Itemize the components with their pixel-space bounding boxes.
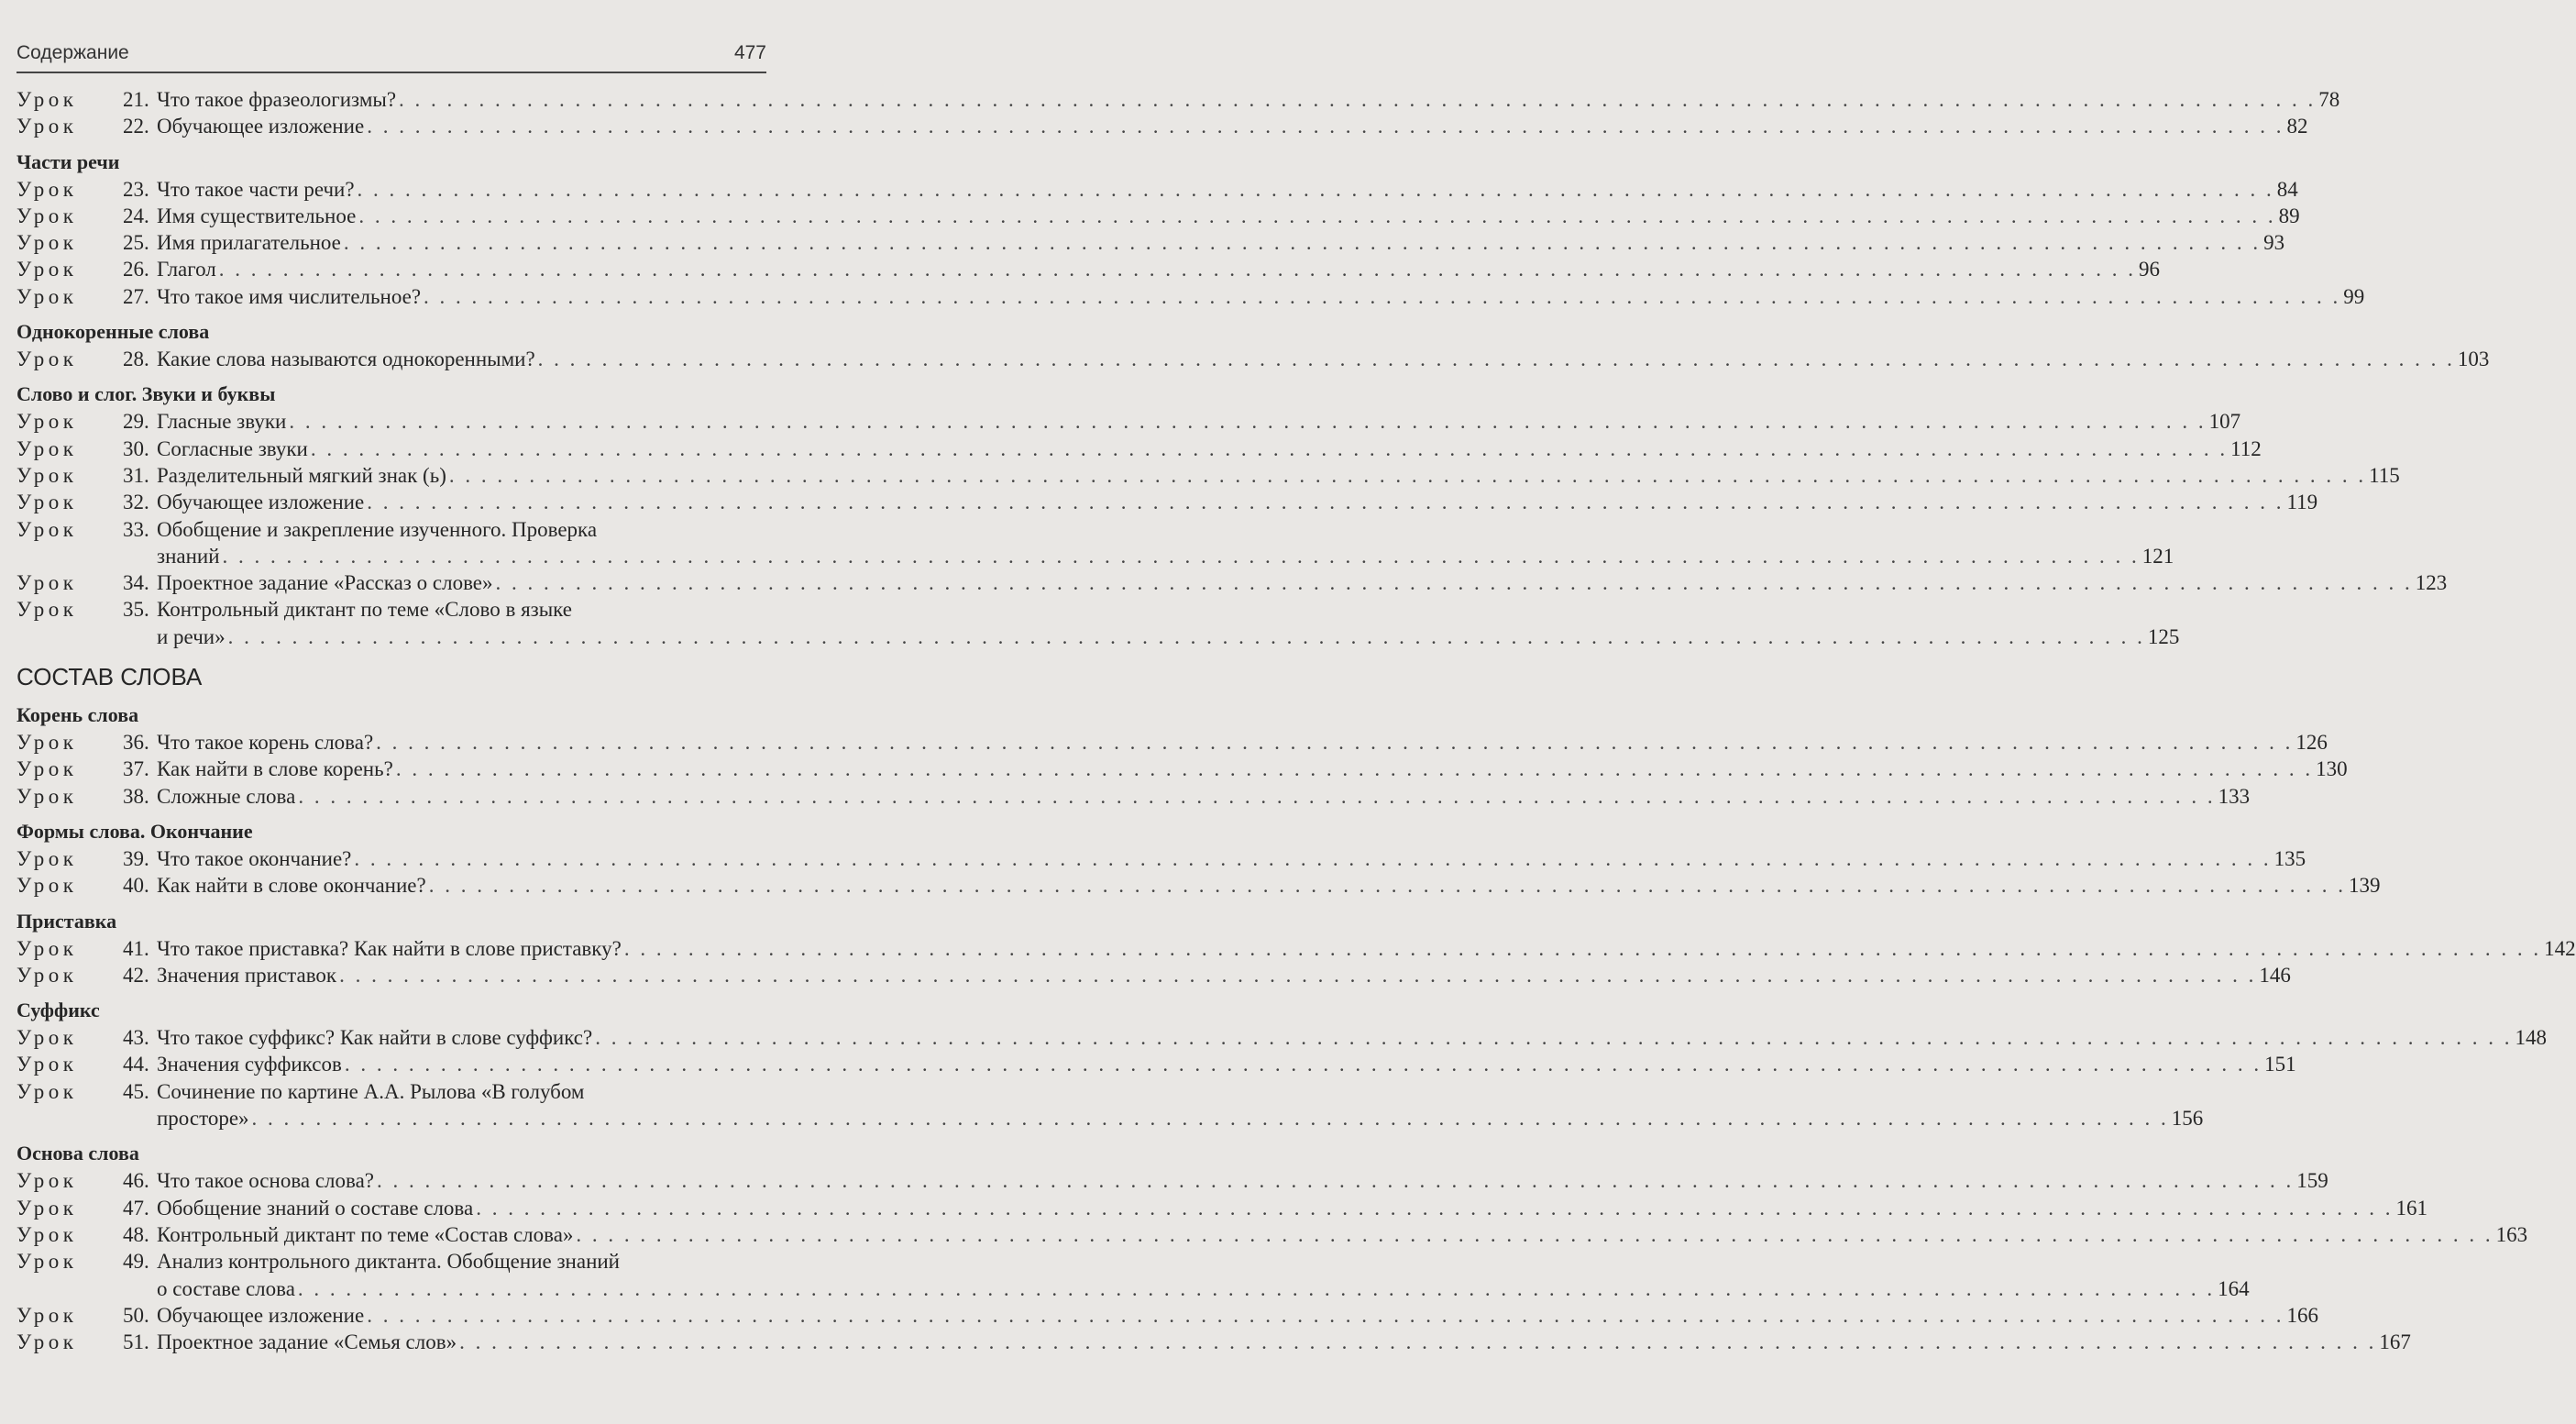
dot-leader: . . . . . . . . . . . . . . . . . . . . . . . . . . . . . . . . . . . . . . . . . . . . . . . . . . . . . . . . . . . . . . . . . . . . . . . . . . . . . . . . . . . . . . . . . . . . . . . . . . . . . . . . . . . . . . . . . . . . . . . . xyxy=(476,1196,2394,1220)
dot-leader: . . . . . . . . . . . . . . . . . . . . . . . . . . . . . . . . . . . . . . . . . . . . . . . . . . . . . . . . . . . . . . . . . . . . . . . . . . . . . . . . . . . . . . . . . . . . . . . . . . . . . . . . . . . . . . . . . . . . . . . . xyxy=(251,1107,2169,1131)
lesson-title: Обобщение и закрепление изученного. Проверка xyxy=(157,517,598,541)
lesson-title: Что такое части речи? xyxy=(157,177,355,201)
toc-entry xyxy=(17,596,766,623)
toc-entry xyxy=(17,935,2576,962)
lesson-keyword: Урок xyxy=(17,963,78,987)
page-number: 139 xyxy=(2348,874,2381,898)
lesson-number: 39. xyxy=(123,846,149,870)
lesson-number: 47. xyxy=(123,1196,149,1220)
dot-leader: . . . . . . . . . . . . . . . . . . . . . . . . . . . . . . . . . . . . . . . . . . . . . . . . . . . . . . . . . . . . . . . . . . . . . . . . . . . . . . . . . . . . . . . . . . . . . . . . . . . . . . . . . . . . . . . . . . . . . . . . xyxy=(367,115,2284,138)
lesson-title: Обучающее изложение xyxy=(157,115,365,138)
page-number: 119 xyxy=(2286,491,2318,514)
dot-leader: . . . . . . . . . . . . . . . . . . . . . . . . . . . . . . . . . . . . . . . . . . . . . . . . . . . . . . . . . . . . . . . . . . . . . . . . . . . . . . . . . . . . . . . . . . . . . . . . . . . . . . . . . . . . . . . . . . . . . . . . xyxy=(428,874,2346,898)
toc-entry xyxy=(17,1078,766,1105)
lesson-title: Сочинение по картине А.А. Рылова «В голубом xyxy=(157,1079,585,1103)
lesson-keyword: Урок xyxy=(17,177,78,201)
toc-entry xyxy=(17,569,2448,596)
page-number: 133 xyxy=(2218,784,2251,808)
lesson-number: 33. xyxy=(123,517,149,541)
toc-group-heading: Однокоренные слова xyxy=(17,320,210,344)
toc-entry xyxy=(17,962,2291,988)
lesson-title: Глагол xyxy=(157,258,216,281)
lesson-title: Гласные звуки xyxy=(157,410,287,434)
toc-group-heading: Корень слова xyxy=(17,703,139,727)
lesson-number: 28. xyxy=(123,348,149,371)
toc-entry xyxy=(17,229,2285,256)
toc-entry xyxy=(17,86,2340,113)
page-number: 89 xyxy=(2278,204,2300,227)
toc-entry xyxy=(17,346,2490,372)
lesson-keyword: Урок xyxy=(17,436,78,460)
toc-group-heading: Части речи xyxy=(17,149,120,173)
dot-leader: . . . . . . . . . . . . . . . . . . . . . . . . . . . . . . . . . . . . . . . . . . . . . . . . . . . . . . . . . . . . . . . . . . . . . . . . . . . . . . . . . . . . . . . . . . . . . . . . . . . . . . . . . . . . . . . . . . . . . . . . xyxy=(218,258,2137,281)
lesson-title: Контрольный диктант по теме «Состав слова» xyxy=(157,1222,574,1246)
toc-entry xyxy=(17,1329,2411,1355)
dot-leader: . . . . . . . . . . . . . . . . . . . . . . . . . . . . . . . . . . . . . . . . . . . . . . . . . . . . . . . . . . . . . . . . . . . . . . . . . . . . . . . . . . . . . . . . . . . . . . . . . . . . . . . . . . . . . . . . . . . . . . . . xyxy=(448,463,2367,487)
lesson-title: Согласные звуки xyxy=(157,436,308,460)
lesson-number: 30. xyxy=(123,436,149,460)
page-number: 161 xyxy=(2395,1196,2427,1220)
dot-leader: . . . . . . . . . . . . . . . . . . . . . . . . . . . . . . . . . . . . . . . . . . . . . . . . . . . . . . . . . . . . . . . . . . . . . . . . . . . . . . . . . . . . . . . . . . . . . . . . . . . . . . . . . . . . . . . . . . . . . . . . xyxy=(537,348,2455,371)
lesson-keyword: Урок xyxy=(17,571,78,595)
table-of-contents xyxy=(17,86,2576,1355)
lesson-number: 48. xyxy=(123,1222,149,1246)
dot-leader: . . . . . . . . . . . . . . . . . . . . . . . . . . . . . . . . . . . . . . . . . . . . . . . . . . . . . . . . . . . . . . . . . . . . . . . . . . . . . . . . . . . . . . . . . . . . . . . . . . . . . . . . . . . . . . . . . . . . . . . . xyxy=(358,204,2276,227)
lesson-keyword: Урок xyxy=(17,204,78,227)
lesson-keyword: Урок xyxy=(17,517,78,541)
lesson-number: 22. xyxy=(123,115,149,138)
lesson-keyword: Урок xyxy=(17,1250,78,1274)
toc-entry xyxy=(17,256,2161,282)
lesson-keyword: Урок xyxy=(17,1330,78,1354)
lesson-title: Значения приставок xyxy=(157,963,337,987)
lesson-number: 26. xyxy=(123,258,149,281)
lesson-number: 50. xyxy=(123,1303,149,1327)
header-title: Содержание xyxy=(17,42,129,63)
lesson-keyword: Урок xyxy=(17,1079,78,1103)
lesson-number: 21. xyxy=(123,88,149,111)
dot-leader: . . . . . . . . . . . . . . . . . . . . . . . . . . . . . . . . . . . . . . . . . . . . . . . . . . . . . . . . . . . . . . . . . . . . . . . . . . . . . . . . . . . . . . . . . . . . . . . . . . . . . . . . . . . . . . . . . . . . . . . . xyxy=(377,1169,2295,1193)
lesson-keyword: Урок xyxy=(17,1303,78,1327)
toc-group-heading: Формы слова. Окончание xyxy=(17,819,253,843)
lesson-number: 29. xyxy=(123,410,149,434)
lesson-title: Значения суффиксов xyxy=(157,1053,342,1076)
lesson-keyword: Урок xyxy=(17,1053,78,1076)
page-number: 115 xyxy=(2369,463,2400,487)
page-number: 82 xyxy=(2286,115,2308,138)
toc-entry xyxy=(17,1221,2528,1248)
toc-entry xyxy=(17,872,2381,899)
lesson-keyword: Урок xyxy=(17,231,78,255)
lesson-number: 25. xyxy=(123,231,149,255)
page-number: 151 xyxy=(2264,1053,2296,1076)
toc-group-heading: Основа слова xyxy=(17,1142,139,1165)
lesson-number: 36. xyxy=(123,731,149,755)
toc-entry xyxy=(17,408,2241,435)
toc-entry-continuation xyxy=(17,1275,2250,1302)
page-number: 93 xyxy=(2263,231,2285,255)
lesson-title: Проектное задание «Семья слов» xyxy=(157,1330,457,1354)
lesson-title: Что такое корень слова? xyxy=(157,731,374,755)
lesson-number: 44. xyxy=(123,1053,149,1076)
dot-leader: . . . . . . . . . . . . . . . . . . . . . . . . . . . . . . . . . . . . . . . . . . . . . . . . . . . . . . . . . . . . . . . . . . . . . . . . . . . . . . . . . . . . . . . . . . . . . . . . . . . . . . . . . . . . . . . . . . . . . . . . xyxy=(354,846,2272,870)
lesson-title: Обучающее изложение xyxy=(157,491,365,514)
dot-leader: . . . . . . . . . . . . . . . . . . . . . . . . . . . . . . . . . . . . . . . . . . . . . . . . . . . . . . . . . . . . . . . . . . . . . . . . . . . . . . . . . . . . . . . . . . . . . . . . . . . . . . . . . . . . . . . . . . . . . . . . xyxy=(357,177,2274,201)
dot-leader: . . . . . . . . . . . . . . . . . . . . . . . . . . . . . . . . . . . . . . . . . . . . . . . . . . . . . . . . . . . . . . . . . . . . . . . . . . . . . . . . . . . . . . . . . . . . . . . . . . . . . . . . . . . . . . . . . . . . . . . . xyxy=(222,544,2140,568)
lesson-title: Что такое окончание? xyxy=(157,846,352,870)
toc-entry xyxy=(17,1248,766,1275)
dot-leader: . . . . . . . . . . . . . . . . . . . . . . . . . . . . . . . . . . . . . . . . . . . . . . . . . . . . . . . . . . . . . . . . . . . . . . . . . . . . . . . . . . . . . . . . . . . . . . . . . . . . . . . . . . . . . . . . . . . . . . . . xyxy=(289,410,2207,434)
lesson-number: 42. xyxy=(123,963,149,987)
lesson-number: 24. xyxy=(123,204,149,227)
lesson-number: 23. xyxy=(123,177,149,201)
lesson-number: 27. xyxy=(123,284,149,308)
page-number: 164 xyxy=(2218,1276,2250,1300)
lesson-keyword: Урок xyxy=(17,258,78,281)
toc-entry xyxy=(17,436,2262,462)
dot-leader: . . . . . . . . . . . . . . . . . . . . . . . . . . . . . . . . . . . . . . . . . . . . . . . . . . . . . . . . . . . . . . . . . . . . . . . . . . . . . . . . . . . . . . . . . . . . . . . . . . . . . . . . . . . . . . . . . . . . . . . . xyxy=(344,1053,2262,1076)
toc-group-heading: Приставка xyxy=(17,909,117,933)
page-number: 135 xyxy=(2273,846,2306,870)
page-number: 123 xyxy=(2415,571,2448,595)
lesson-keyword: Урок xyxy=(17,936,78,960)
lesson-keyword: Урок xyxy=(17,115,78,138)
dot-leader: . . . . . . . . . . . . . . . . . . . . . . . . . . . . . . . . . . . . . . . . . . . . . . . . . . . . . . . . . . . . . . . . . . . . . . . . . . . . . . . . . . . . . . . . . . . . . . . . . . . . . . . . . . . . . . . . . . . . . . . . xyxy=(623,936,2542,960)
page-number: 166 xyxy=(2286,1303,2318,1327)
lesson-title: Сложные слова xyxy=(157,784,296,808)
lesson-keyword: Урок xyxy=(17,491,78,514)
lesson-title: Контрольный диктант по теме «Слово в языке xyxy=(157,598,572,622)
toc-entry-continuation xyxy=(17,624,2180,650)
toc-entry xyxy=(17,783,2251,810)
lesson-number: 34. xyxy=(123,571,149,595)
toc-entry xyxy=(17,1302,2318,1329)
dot-leader: . . . . . . . . . . . . . . . . . . . . . . . . . . . . . . . . . . . . . . . . . . . . . . . . . . . . . . . . . . . . . . . . . . . . . . . . . . . . . . . . . . . . . . . . . . . . . . . . . . . . . . . . . . . . . . . . . . . . . . . . xyxy=(343,231,2262,255)
lesson-number: 51. xyxy=(123,1330,149,1354)
lesson-title: о составе слова xyxy=(157,1276,295,1300)
lesson-number: 49. xyxy=(123,1250,149,1274)
lesson-number: 32. xyxy=(123,491,149,514)
lesson-keyword: Урок xyxy=(17,348,78,371)
lesson-keyword: Урок xyxy=(17,846,78,870)
lesson-title: Имя существительное xyxy=(157,204,357,227)
lesson-title: знаний xyxy=(157,544,220,568)
dot-leader: . . . . . . . . . . . . . . . . . . . . . . . . . . . . . . . . . . . . . . . . . . . . . . . . . . . . . . . . . . . . . . . . . . . . . . . . . . . . . . . . . . . . . . . . . . . . . . . . . . . . . . . . . . . . . . . . . . . . . . . . xyxy=(424,284,2341,308)
page-number: 163 xyxy=(2495,1222,2528,1246)
lesson-title: Анализ контрольного диктанта. Обобщение знаний xyxy=(157,1250,620,1274)
toc-entry xyxy=(17,1167,2328,1194)
toc-entry xyxy=(17,1195,2427,1221)
dot-leader: . . . . . . . . . . . . . . . . . . . . . . . . . . . . . . . . . . . . . . . . . . . . . . . . . . . . . . . . . . . . . . . . . . . . . . . . . . . . . . . . . . . . . . . . . . . . . . . . . . . . . . . . . . . . . . . . . . . . . . . . xyxy=(297,1276,2216,1300)
page-number: 148 xyxy=(2515,1026,2547,1050)
toc-entry-continuation xyxy=(17,1105,2204,1131)
page-number: 112 xyxy=(2230,436,2262,460)
toc-group-heading: Слово и слог. Звуки и буквы xyxy=(17,382,276,406)
toc-entry xyxy=(17,756,2348,782)
page-number: 125 xyxy=(2147,624,2180,648)
lesson-title: Как найти в слове корень? xyxy=(157,757,393,781)
toc-entry xyxy=(17,489,2318,515)
lesson-title: и речи» xyxy=(157,624,226,648)
lesson-title: Разделительный мягкий знак (ь) xyxy=(157,463,446,487)
dot-leader: . . . . . . . . . . . . . . . . . . . . . . . . . . . . . . . . . . . . . . . . . . . . . . . . . . . . . . . . . . . . . . . . . . . . . . . . . . . . . . . . . . . . . . . . . . . . . . . . . . . . . . . . . . . . . . . . . . . . . . . . xyxy=(459,1330,2377,1354)
page-number: 121 xyxy=(2141,544,2174,568)
page-number: 167 xyxy=(2379,1330,2411,1354)
page-number: 96 xyxy=(2139,258,2161,281)
dot-leader: . . . . . . . . . . . . . . . . . . . . . . . . . . . . . . . . . . . . . . . . . . . . . . . . . . . . . . . . . . . . . . . . . . . . . . . . . . . . . . . . . . . . . . . . . . . . . . . . . . . . . . . . . . . . . . . . . . . . . . . . xyxy=(310,436,2229,460)
lesson-number: 43. xyxy=(123,1026,149,1050)
lesson-keyword: Урок xyxy=(17,1169,78,1193)
dot-leader: . . . . . . . . . . . . . . . . . . . . . . . . . . . . . . . . . . . . . . . . . . . . . . . . . . . . . . . . . . . . . . . . . . . . . . . . . . . . . . . . . . . . . . . . . . . . . . . . . . . . . . . . . . . . . . . . . . . . . . . . xyxy=(367,1303,2284,1327)
dot-leader: . . . . . . . . . . . . . . . . . . . . . . . . . . . . . . . . . . . . . . . . . . . . . . . . . . . . . . . . . . . . . . . . . . . . . . . . . . . . . . . . . . . . . . . . . . . . . . . . . . . . . . . . . . . . . . . . . . . . . . . . xyxy=(395,757,2314,781)
lesson-number: 41. xyxy=(123,936,149,960)
dot-leader: . . . . . . . . . . . . . . . . . . . . . . . . . . . . . . . . . . . . . . . . . . . . . . . . . . . . . . . . . . . . . . . . . . . . . . . . . . . . . . . . . . . . . . . . . . . . . . . . . . . . . . . . . . . . . . . . . . . . . . . . xyxy=(376,731,2294,755)
toc-group-heading: Суффикс xyxy=(17,999,100,1022)
lesson-title: Что такое суффикс? Как найти в слове суффикс? xyxy=(157,1026,593,1050)
lesson-title: Проектное задание «Рассказ о слове» xyxy=(157,571,493,595)
toc-entry xyxy=(17,113,2308,139)
toc-entry xyxy=(17,283,2365,310)
lesson-keyword: Урок xyxy=(17,598,78,622)
page-number: 146 xyxy=(2259,963,2291,987)
dot-leader: . . . . . . . . . . . . . . . . . . . . . . . . . . . . . . . . . . . . . . . . . . . . . . . . . . . . . . . . . . . . . . . . . . . . . . . . . . . . . . . . . . . . . . . . . . . . . . . . . . . . . . . . . . . . . . . . . . . . . . . . xyxy=(595,1026,2513,1050)
lesson-title: Что такое фразеологизмы? xyxy=(157,88,397,111)
dot-leader: . . . . . . . . . . . . . . . . . . . . . . . . . . . . . . . . . . . . . . . . . . . . . . . . . . . . . . . . . . . . . . . . . . . . . . . . . . . . . . . . . . . . . . . . . . . . . . . . . . . . . . . . . . . . . . . . . . . . . . . . xyxy=(227,624,2145,648)
lesson-title: Как найти в слове окончание? xyxy=(157,874,426,898)
lesson-keyword: Урок xyxy=(17,88,78,111)
header-page-number: 477 xyxy=(733,42,766,63)
lesson-title: Какие слова называются однокоренными? xyxy=(157,348,535,371)
lesson-keyword: Урок xyxy=(17,757,78,781)
page-number: 159 xyxy=(2296,1169,2328,1193)
page-number: 78 xyxy=(2318,88,2340,111)
toc-entry xyxy=(17,1051,2296,1077)
lesson-title: Обучающее изложение xyxy=(157,1303,365,1327)
dot-leader: . . . . . . . . . . . . . . . . . . . . . . . . . . . . . . . . . . . . . . . . . . . . . . . . . . . . . . . . . . . . . . . . . . . . . . . . . . . . . . . . . . . . . . . . . . . . . . . . . . . . . . . . . . . . . . . . . . . . . . . . xyxy=(367,491,2284,514)
dot-leader: . . . . . . . . . . . . . . . . . . . . . . . . . . . . . . . . . . . . . . . . . . . . . . . . . . . . . . . . . . . . . . . . . . . . . . . . . . . . . . . . . . . . . . . . . . . . . . . . . . . . . . . . . . . . . . . . . . . . . . . . xyxy=(339,963,2257,987)
running-header xyxy=(17,42,766,70)
page-number: 130 xyxy=(2316,757,2348,781)
toc-entry xyxy=(17,845,2306,872)
page-number: 99 xyxy=(2343,284,2365,308)
toc-entry xyxy=(17,729,2328,756)
page-number: 84 xyxy=(2276,177,2298,201)
lesson-title: Имя прилагательное xyxy=(157,231,341,255)
lesson-number: 35. xyxy=(123,598,149,622)
toc-entry xyxy=(17,516,766,543)
lesson-number: 38. xyxy=(123,784,149,808)
lesson-title: Что такое приставка? Как найти в слове приставку? xyxy=(157,936,622,960)
page-number: 103 xyxy=(2457,348,2490,371)
lesson-keyword: Урок xyxy=(17,1222,78,1246)
header-rule xyxy=(17,72,766,73)
page-number: 156 xyxy=(2171,1107,2204,1131)
lesson-title: Что такое основа слова? xyxy=(157,1169,374,1193)
toc-entry-continuation xyxy=(17,543,2174,569)
lesson-keyword: Урок xyxy=(17,874,78,898)
lesson-number: 45. xyxy=(123,1079,149,1103)
toc-entry xyxy=(17,176,2298,203)
page-number: 142 xyxy=(2544,936,2576,960)
toc-entry xyxy=(17,203,2300,229)
lesson-number: 40. xyxy=(123,874,149,898)
dot-leader: . . . . . . . . . . . . . . . . . . . . . . . . . . . . . . . . . . . . . . . . . . . . . . . . . . . . . . . . . . . . . . . . . . . . . . . . . . . . . . . . . . . . . . . . . . . . . . . . . . . . . . . . . . . . . . . . . . . . . . . . xyxy=(298,784,2216,808)
dot-leader: . . . . . . . . . . . . . . . . . . . . . . . . . . . . . . . . . . . . . . . . . . . . . . . . . . . . . . . . . . . . . . . . . . . . . . . . . . . . . . . . . . . . . . . . . . . . . . . . . . . . . . . . . . . . . . . . . . . . . . . . xyxy=(576,1222,2493,1246)
lesson-keyword: Урок xyxy=(17,784,78,808)
dot-leader: . . . . . . . . . . . . . . . . . . . . . . . . . . . . . . . . . . . . . . . . . . . . . . . . . . . . . . . . . . . . . . . . . . . . . . . . . . . . . . . . . . . . . . . . . . . . . . . . . . . . . . . . . . . . . . . . . . . . . . . . xyxy=(495,571,2413,595)
lesson-keyword: Урок xyxy=(17,410,78,434)
lesson-keyword: Урок xyxy=(17,284,78,308)
page-number: 126 xyxy=(2295,731,2328,755)
lesson-title: Что такое имя числительное? xyxy=(157,284,422,308)
lesson-number: 37. xyxy=(123,757,149,781)
lesson-keyword: Урок xyxy=(17,463,78,487)
lesson-keyword: Урок xyxy=(17,731,78,755)
dot-leader: . . . . . . . . . . . . . . . . . . . . . . . . . . . . . . . . . . . . . . . . . . . . . . . . . . . . . . . . . . . . . . . . . . . . . . . . . . . . . . . . . . . . . . . . . . . . . . . . . . . . . . . . . . . . . . . . . . . . . . . . xyxy=(399,88,2317,111)
toc-section-heading: СОСТАВ СЛОВА xyxy=(17,663,203,691)
lesson-number: 31. xyxy=(123,463,149,487)
toc-entry xyxy=(17,1024,2547,1051)
lesson-title: просторе» xyxy=(157,1107,249,1131)
toc-entry xyxy=(17,462,2400,489)
page-number: 107 xyxy=(2208,410,2241,434)
lesson-keyword: Урок xyxy=(17,1026,78,1050)
lesson-title: Обобщение знаний о составе слова xyxy=(157,1196,474,1220)
lesson-keyword: Урок xyxy=(17,1196,78,1220)
lesson-number: 46. xyxy=(123,1169,149,1193)
